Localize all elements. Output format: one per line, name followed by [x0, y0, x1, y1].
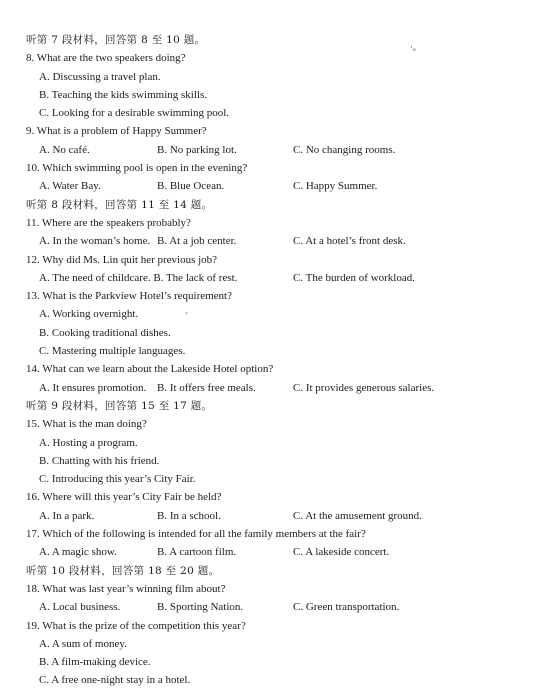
q9-option-b: B. No parking lot. — [157, 143, 237, 156]
q16-option-c: C. At the amusement ground. — [293, 509, 422, 522]
question-8: 8. What are the two speakers doing? — [26, 52, 186, 65]
q10-option-a: A. Water Bay. — [39, 180, 101, 193]
q11-option-c: C. At a hotel’s front desk. — [293, 235, 406, 248]
q18-options — [26, 598, 540, 616]
question-11: 11. Where are the speakers probably? — [26, 216, 191, 229]
q14-options — [26, 379, 540, 397]
q19-option-b: B. A film-making device. — [39, 656, 151, 669]
scan-speck: ˊ — [185, 311, 188, 321]
q13-option-a: A. Working overnight. — [39, 308, 139, 321]
q14-option-c: C. It provides generous salaries. — [293, 381, 435, 394]
section-heading-10: 听第 10 段材料，回答第 18 至 20 题。 — [26, 564, 220, 577]
q14-option-a: A. It ensures promotion. — [39, 381, 147, 394]
question-16: 16. Where will this year’s City Fair be held? — [26, 491, 222, 504]
q12-option-ab: A. The need of childcare. B. The lack of rest. — [39, 271, 238, 284]
q18-option-b: B. Sporting Nation. — [157, 601, 244, 614]
q16-options — [26, 507, 540, 525]
q10-options — [26, 177, 540, 195]
q12-options — [26, 269, 540, 287]
q17-option-c: C. A lakeside concert. — [293, 546, 390, 559]
section-heading-7: 听第 7 段材料，回答第 8 至 10 题。 — [26, 34, 206, 46]
question-9: 9. What is a problem of Happy Summer? — [26, 125, 207, 138]
q14-option-b: B. It offers free meals. — [157, 381, 256, 394]
q8-option-b: B. Teaching the kids swimming skills. — [39, 88, 207, 101]
question-19: 19. What is the prize of the competition this year? — [26, 619, 246, 632]
question-13: 13. What is the Parkview Hotel’s requirement? — [26, 290, 232, 303]
q11-option-a: A. In the woman’s home. — [39, 235, 151, 248]
q13-option-c: C. Mastering multiple languages. — [39, 345, 186, 358]
q10-option-b: B. Blue Ocean. — [157, 180, 225, 193]
q11-options — [26, 232, 540, 250]
q16-option-b: B. In a school. — [157, 509, 221, 522]
question-15: 15. What is the man doing? — [26, 418, 147, 431]
q12-option-c: C. The burden of workload. — [293, 271, 415, 284]
q19-option-c: C. A free one-night stay in a hotel. — [39, 674, 191, 687]
scan-mark: ·ₒ — [410, 42, 416, 52]
q17-options — [26, 543, 540, 561]
q10-option-c: C. Happy Summer. — [293, 180, 378, 193]
question-18: 18. What was last year’s winning film about? — [26, 582, 226, 595]
question-17: 17. Which of the following is intended for all the family members at the fair? — [26, 528, 366, 541]
q13-option-b: B. Cooking traditional dishes. — [39, 326, 171, 339]
q8-option-c: C. Looking for a desirable swimming pool. — [39, 107, 230, 120]
q19-option-a: A. A sum of money. — [39, 637, 127, 650]
question-14: 14. What can we learn about the Lakeside Hotel option? — [26, 363, 274, 376]
q15-option-c: C. Introducing this year’s City Fair. — [39, 473, 196, 486]
section-heading-8: 听第 8 段材料，回答第 11 至 14 题。 — [26, 198, 213, 211]
q17-option-a: A. A magic show. — [39, 546, 117, 559]
q18-option-c: C. Green transportation. — [293, 601, 400, 614]
q15-option-b: B. Chatting with his friend. — [39, 454, 160, 467]
q16-option-a: A. In a park. — [39, 509, 95, 522]
q11-option-b: B. At a job center. — [157, 235, 237, 248]
section-heading-9: 听第 9 段材料，回答第 15 至 17 题。 — [26, 399, 213, 412]
q18-option-a: A. Local business. — [39, 601, 121, 614]
q9-options — [26, 141, 540, 159]
q15-option-a: A. Hosting a program. — [39, 436, 138, 449]
q9-option-c: C. No changing rooms. — [293, 143, 396, 156]
question-12: 12. Why did Ms. Lin quit her previous job? — [26, 253, 218, 266]
question-10: 10. Which swimming pool is open in the evening? — [26, 162, 248, 175]
q9-option-a: A. No café. — [39, 143, 90, 156]
q17-option-b: B. A cartoon film. — [157, 546, 237, 559]
q8-option-a: A. Discussing a travel plan. — [39, 70, 161, 83]
